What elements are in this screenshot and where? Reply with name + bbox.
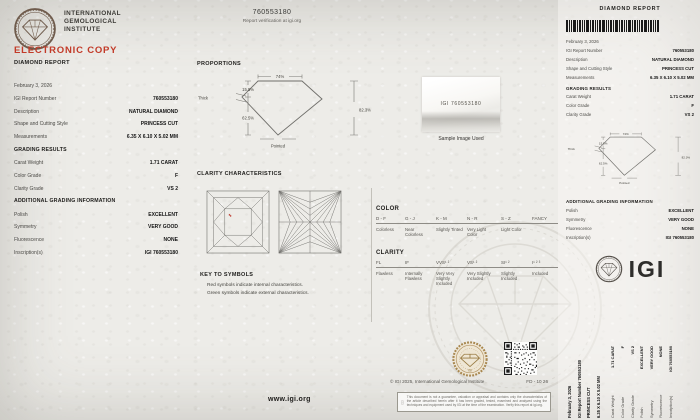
- row-value: EXCELLENT: [639, 346, 645, 370]
- rotated-summary-block: [565, 346, 675, 418]
- key-to-symbols-title: KEY TO SYMBOLS: [200, 272, 254, 278]
- gold-seal-igi-text: IGI: [467, 368, 473, 373]
- detail-row: [14, 161, 178, 167]
- detail-row: [14, 110, 178, 116]
- color-scale-ranges: [376, 216, 558, 223]
- row-value: PRINCESS CUT: [662, 66, 694, 72]
- clarity-range-caption: Flawless: [376, 270, 393, 276]
- detail-row: [14, 213, 178, 219]
- color-range-caption: Very Light Color: [467, 226, 487, 237]
- report-info-rows: [14, 97, 178, 141]
- verification-note: Report verification at igi.org: [242, 19, 302, 24]
- rotated-line: 6.35 X 6.10 X 5.02 MM: [595, 376, 601, 418]
- stub-diamond-profile-diagram: [566, 130, 694, 188]
- row-label: Measurements: [14, 134, 48, 141]
- row-label: Measurements: [566, 75, 595, 81]
- detail-row: [566, 95, 694, 100]
- row-label: Fluorescence: [566, 226, 592, 232]
- clarity-range-caption: Very Slightly Included: [467, 270, 491, 281]
- row-label: Fluorescence: [14, 236, 45, 243]
- color-scale: [376, 206, 558, 237]
- row-value: EXCELLENT: [148, 211, 178, 218]
- clarity-scale-ranges: [376, 260, 558, 267]
- detail-row: [14, 238, 178, 244]
- row-label: Inscription(s): [566, 235, 591, 241]
- row-label: Carat Weight: [610, 395, 616, 418]
- row-value: NONE: [163, 236, 178, 243]
- stub-report-date: February 3, 2026: [566, 39, 599, 44]
- clarity-range-caption: Very Very Slightly Included: [436, 270, 455, 286]
- color-scale-title: COLOR: [376, 206, 400, 212]
- clarity-scale-title: CLARITY: [376, 250, 405, 256]
- igi-seal-icon: [595, 255, 623, 283]
- rotated-line: [656, 346, 666, 418]
- rotated-pair-lines: [608, 346, 675, 418]
- row-label: Color Grade: [566, 103, 590, 109]
- inclusion-mark-icon: [229, 214, 232, 217]
- row-label: Symmetry: [14, 224, 37, 231]
- row-label: Color Grade: [14, 172, 42, 179]
- stub-grading-header: GRADING RESULTS: [566, 85, 612, 91]
- detail-row: [14, 187, 178, 193]
- scale-rule: [376, 223, 558, 224]
- proportions-title: PROPORTIONS: [197, 61, 241, 67]
- form-code: FD - 10 26: [526, 379, 548, 384]
- row-label: Polish: [639, 407, 645, 418]
- additional-rows: [14, 213, 178, 257]
- row-label: IGI Report Number: [566, 48, 603, 54]
- grading-rows: [14, 161, 178, 192]
- row-value: VERY GOOD: [668, 217, 694, 223]
- verification-block: [197, 9, 347, 24]
- row-label: Shape and Cutting Style: [566, 66, 613, 72]
- row-label: Fluorescence: [658, 394, 664, 418]
- detail-row: [14, 174, 178, 180]
- rotated-line: [608, 346, 618, 418]
- clarity-range-caption: Included: [532, 270, 549, 276]
- color-scale-labels: [376, 227, 558, 237]
- gold-embossed-seal-icon: [451, 340, 489, 378]
- clarity-scale-labels: [376, 271, 558, 286]
- row-value: F: [619, 346, 625, 349]
- detail-row: [566, 104, 694, 109]
- stub-additional-rows: [562, 209, 698, 241]
- clarity-range: SI¹ ²: [501, 260, 510, 265]
- row-value: IGI 760553180: [144, 249, 178, 256]
- row-value: 1.71 CARAT: [149, 160, 178, 167]
- row-value: F: [174, 172, 178, 179]
- row-value: 760553180: [152, 95, 178, 102]
- detail-row: [566, 67, 694, 72]
- section-divider: [371, 188, 372, 322]
- org-line-1: INTERNATIONAL: [64, 10, 121, 17]
- clarity-range-caption: Slightly Included: [501, 270, 518, 281]
- clarity-range: IF: [405, 260, 409, 265]
- row-label: Color Grade: [619, 396, 625, 418]
- laser-inscription-text: IGI 760553180: [440, 101, 482, 107]
- row-value: 6.35 X 6.10 X 5.02 MM: [126, 134, 178, 141]
- rotated-line: [647, 346, 657, 418]
- stub-report-title: DIAMOND REPORT: [599, 6, 661, 12]
- rotated-head-lines: [565, 346, 603, 418]
- clarity-range: I¹ ² ³: [532, 260, 541, 265]
- rotated-line: February 3, 2026: [567, 385, 572, 418]
- clarity-range: VS¹ ²: [467, 260, 478, 265]
- rotated-line: [666, 346, 676, 418]
- footer-meta-row: [390, 379, 548, 384]
- scale-rule: [376, 267, 558, 268]
- row-value: VS 2: [629, 346, 635, 355]
- row-value: PRINCESS CUT: [140, 121, 178, 128]
- sample-image-caption: Sample Image Used: [438, 136, 484, 142]
- clarity-diagram-crown: [205, 189, 271, 255]
- disclaimer-box: [397, 392, 551, 412]
- row-label: Symmetry: [566, 217, 586, 223]
- row-value: VS 2: [167, 185, 178, 192]
- row-value: 1.71 CARAT: [610, 346, 616, 368]
- detail-row: [14, 135, 178, 141]
- verification-report-number: 760553180: [252, 9, 292, 16]
- detail-row: [14, 251, 178, 257]
- row-label: Inscription(s): [14, 249, 43, 256]
- summary-stub-panel: [562, 6, 698, 283]
- disclaimer-text: This document is not a guarantee, valuation or appraisal and contains only the characteristics of the article described herein after it has been graded, tested, examined and analyzed using the techniques and equipment used by IGI at the time of the examination. Verify this report at igi.org.: [406, 395, 547, 407]
- rotated-line: [637, 346, 647, 418]
- barcode: [566, 20, 660, 32]
- row-value: VERY GOOD: [648, 346, 654, 370]
- clarity-range: FL: [376, 260, 382, 265]
- row-value: 1.71 CARAT: [669, 94, 694, 100]
- copyright-line: © IGI 2025, International Gemological Institute: [390, 379, 485, 384]
- color-range-caption: Colorless: [376, 226, 394, 232]
- key-red-line: Red symbols indicate internal characteristics.: [207, 283, 303, 288]
- electronic-copy-stamp: ELECTRONIC COPY: [14, 45, 118, 56]
- igi-wordmark: IGI: [628, 255, 666, 282]
- stub-additional-header: ADDITIONAL GRADING INFORMATION: [566, 199, 653, 205]
- clarity-range-caption: Internally Flawless: [405, 270, 423, 281]
- detail-row: [14, 225, 178, 231]
- clarity-diagram-pavilion: [277, 189, 343, 255]
- detail-row: [14, 97, 178, 103]
- row-value: F: [691, 103, 694, 109]
- row-value: IGI 760553180: [667, 346, 673, 372]
- row-value: NONE: [658, 346, 664, 358]
- row-label: Carat Weight: [14, 160, 44, 167]
- row-value: IGI 760553180: [665, 235, 694, 241]
- sample-girdle-photo: [422, 77, 500, 132]
- row-label: Clarity Grade: [629, 395, 635, 418]
- detail-row: [566, 209, 694, 214]
- report-title: DIAMOND REPORT: [14, 60, 70, 66]
- row-label: Shape and Cutting Style: [14, 121, 68, 128]
- color-range: D - F: [376, 216, 386, 221]
- color-range: K - M: [436, 216, 447, 221]
- detail-row: [566, 49, 694, 54]
- color-range: S - Z: [501, 216, 511, 221]
- rotated-line: PRINCESS CUT: [586, 387, 592, 418]
- row-label: Inscription(s): [667, 395, 673, 418]
- row-value: EXCELLENT: [668, 208, 694, 214]
- color-range-caption: Slightly Tinted: [436, 226, 463, 232]
- color-range-caption: Near Colorless: [405, 226, 423, 237]
- detail-row: [14, 122, 178, 128]
- row-label: Polish: [566, 208, 578, 214]
- row-value: 760553180: [672, 48, 694, 54]
- row-value: VS 2: [684, 112, 694, 118]
- row-label: Clarity Grade: [14, 185, 44, 192]
- row-value: NATURAL DIAMOND: [651, 57, 694, 63]
- report-date: February 3, 2026: [14, 83, 53, 89]
- diamond-profile-diagram: [196, 71, 376, 153]
- rotated-line: [618, 346, 628, 418]
- rotated-line: IGI Report Number 760553180: [576, 359, 582, 418]
- color-range-caption: Light Color: [501, 226, 522, 232]
- document-icon: [401, 397, 404, 408]
- row-value: NATURAL DIAMOND: [129, 108, 178, 115]
- additional-grading-header: ADDITIONAL GRADING INFORMATION: [14, 198, 116, 205]
- row-label: Polish: [14, 211, 28, 218]
- color-range: G - J: [405, 216, 415, 221]
- rotated-line: [628, 346, 638, 418]
- key-green-line: Green symbols indicate external characteristics.: [207, 291, 309, 296]
- row-label: Carat Weight: [566, 94, 591, 100]
- row-label: Description: [566, 57, 588, 63]
- color-range-caption: [532, 227, 558, 237]
- row-label: Symmetry: [648, 400, 654, 418]
- stub-info-rows: [562, 49, 698, 81]
- org-line-3: INSTITUTE: [64, 25, 101, 33]
- clarity-characteristics-title: CLARITY CHARACTERISTICS: [197, 171, 282, 177]
- row-value: NONE: [681, 226, 694, 232]
- igi-website: www.igi.org: [268, 396, 311, 403]
- clarity-scale: [376, 250, 558, 286]
- color-range: N - R: [467, 216, 478, 221]
- detail-row: [566, 113, 694, 118]
- qr-code: [504, 342, 537, 375]
- clarity-range: VVS¹ ²: [436, 260, 450, 265]
- detail-row: [566, 58, 694, 63]
- detail-row: [566, 218, 694, 223]
- row-label: Clarity Grade: [566, 112, 592, 118]
- detail-row: [566, 236, 694, 241]
- igi-logo-lockup: [562, 255, 698, 283]
- row-label: Description: [14, 108, 40, 115]
- stub-grading-rows: [562, 95, 698, 118]
- report-details-panel: [14, 84, 178, 263]
- row-value: 6.35 X 6.10 X 5.02 MM: [650, 75, 694, 81]
- detail-row: [566, 76, 694, 81]
- organization-name: [64, 10, 121, 33]
- row-value: VERY GOOD: [147, 224, 178, 231]
- detail-row: [566, 227, 694, 232]
- color-range: FANCY: [532, 216, 548, 221]
- row-label: IGI Report Number: [14, 95, 57, 102]
- grading-results-header: GRADING RESULTS: [14, 146, 67, 153]
- org-line-2: GEMOLOGICAL: [64, 17, 117, 25]
